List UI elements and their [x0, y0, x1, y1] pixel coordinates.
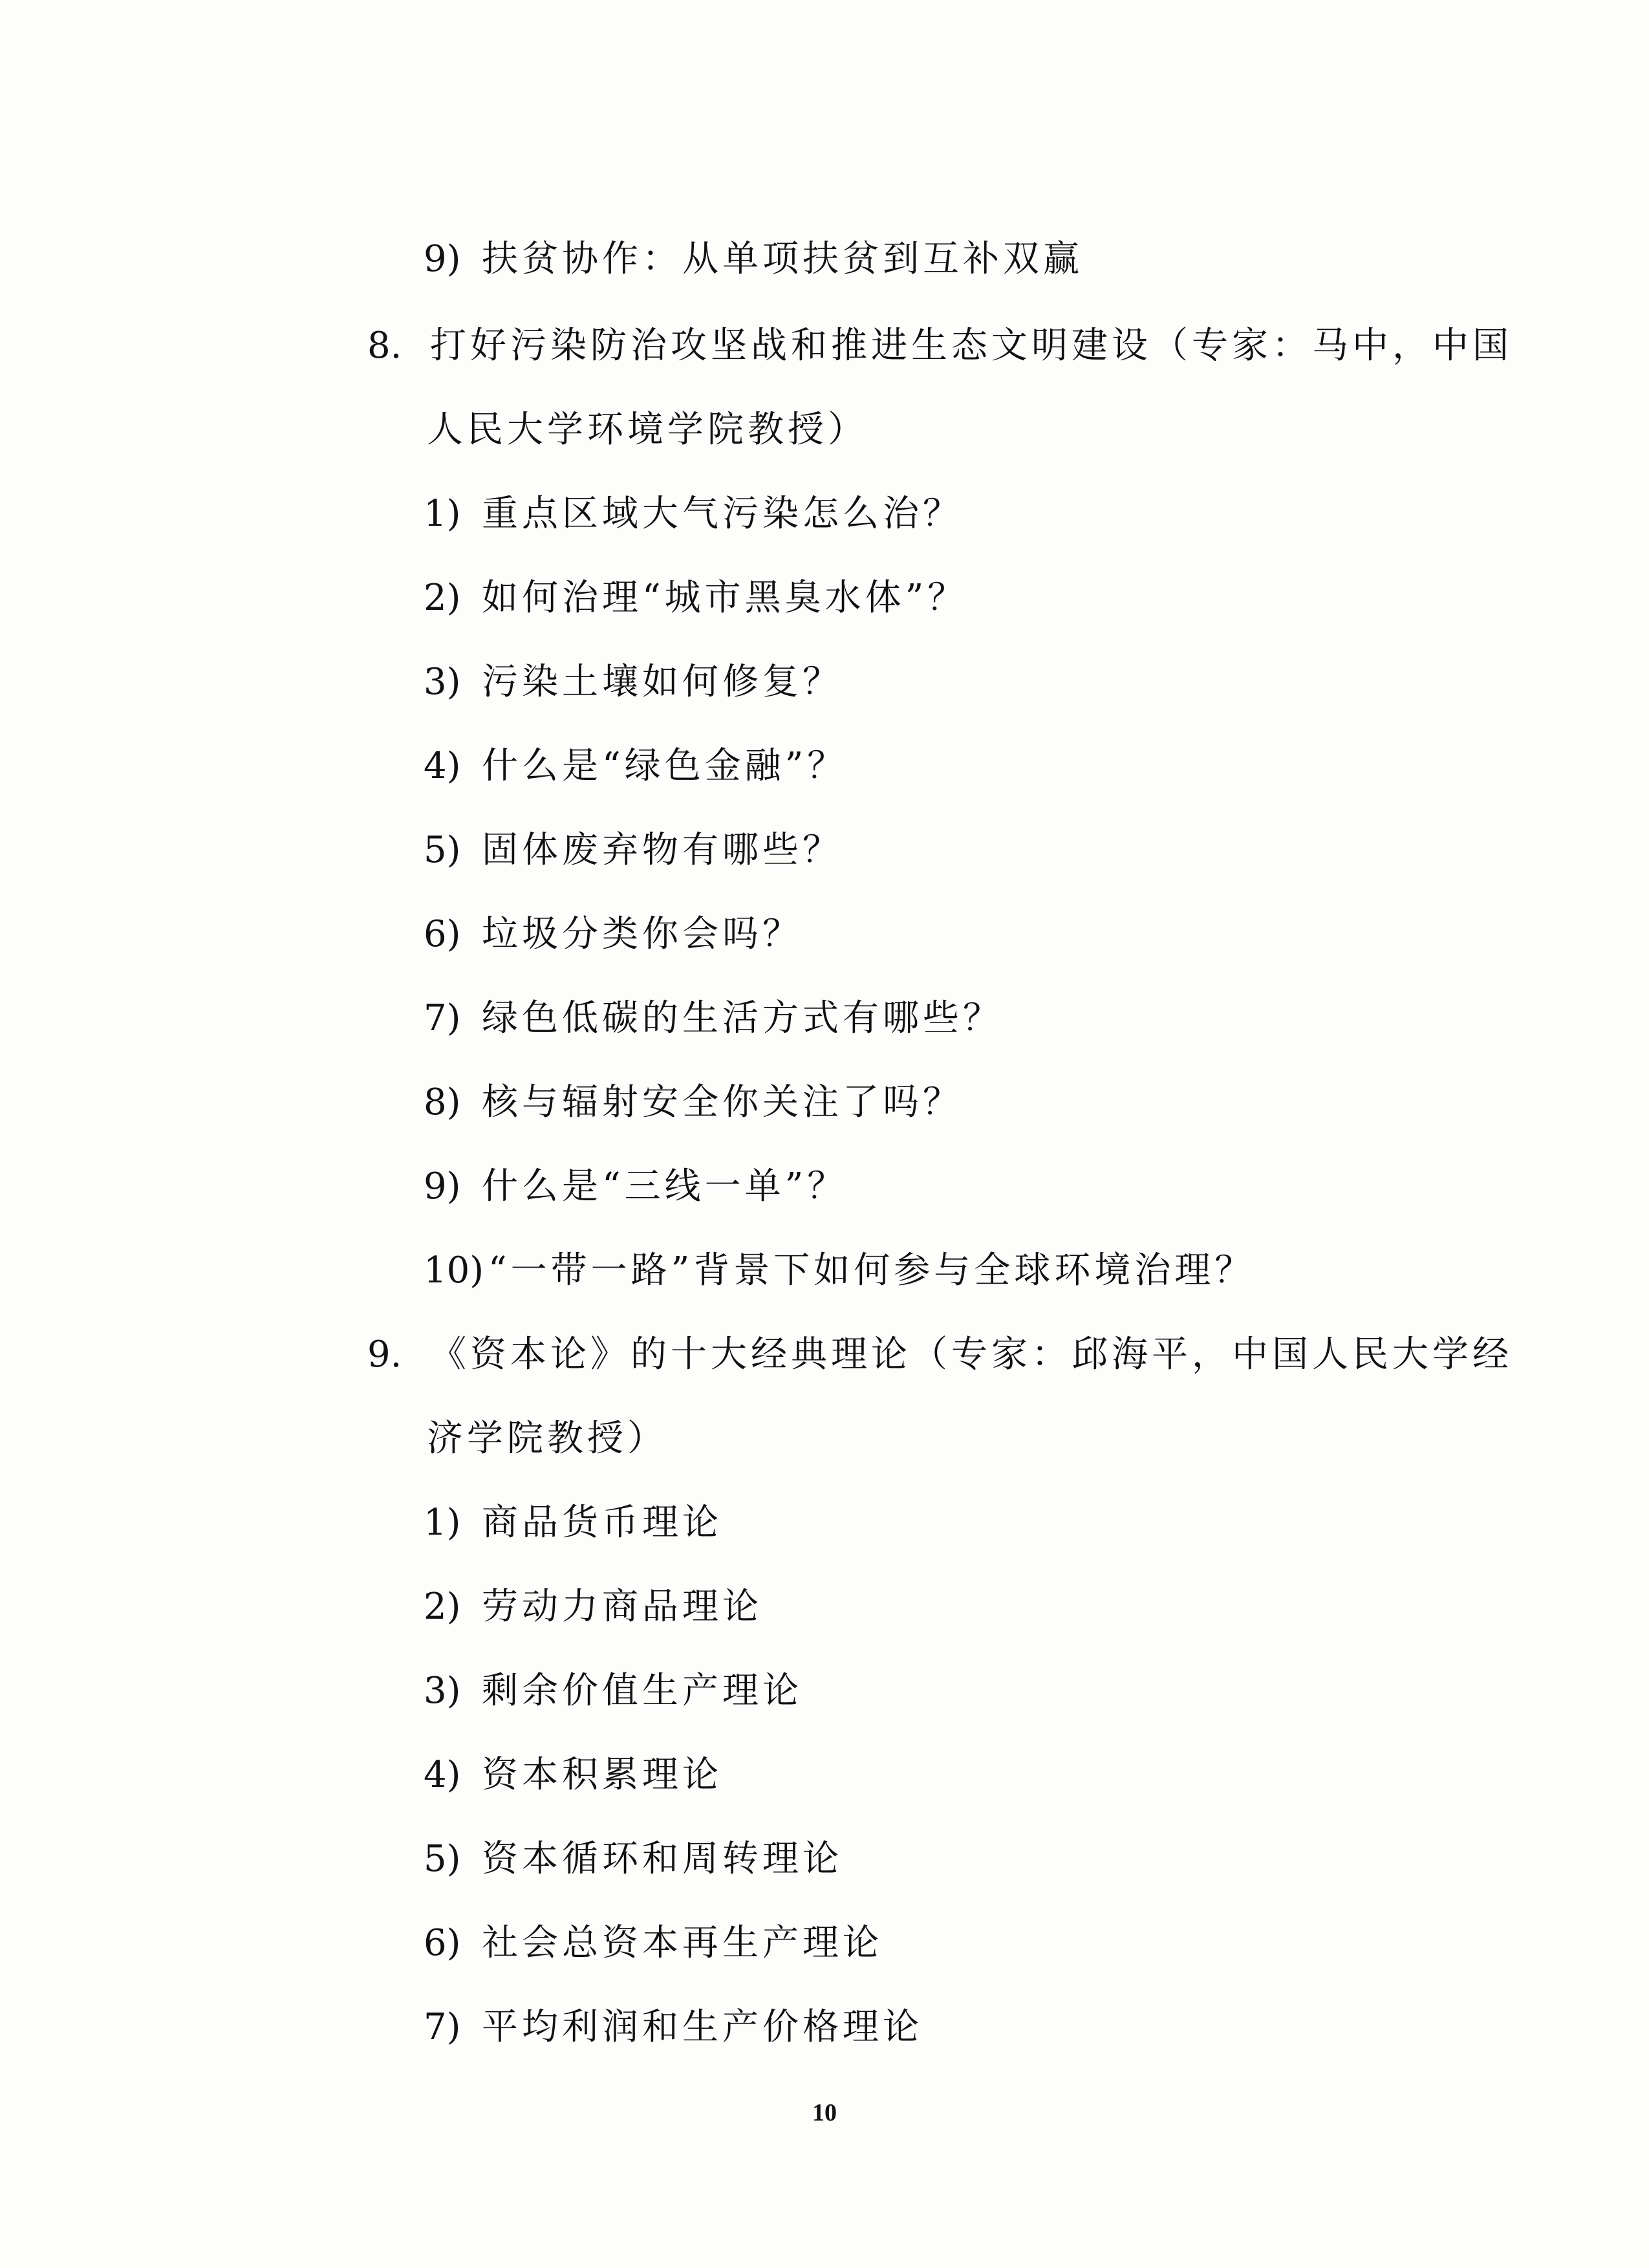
- item-label: 4): [424, 745, 461, 787]
- subitem-text: 商品货币理论: [482, 1502, 722, 1544]
- subitem-text: 固体废弃物有哪些？: [482, 829, 843, 871]
- item-label: 4): [424, 1754, 461, 1796]
- subitem-text: 剩余价值生产理论: [482, 1670, 803, 1712]
- section-heading: 《资本论》的十大经典理论（专家：邱海平，中国人民大学经: [430, 1334, 1513, 1376]
- subitem-text: 社会总资本再生产理论: [482, 1922, 883, 1964]
- subitem-text: 核与辐射安全你关注了吗？: [482, 1081, 963, 1123]
- subitem-text: 扶贫协作：从单项扶贫到互补双赢: [482, 238, 1083, 280]
- page-number: 10: [812, 2099, 837, 2126]
- section-number: 8.: [367, 325, 402, 367]
- item-label: 10): [424, 1249, 484, 1291]
- section-heading-continuation: 人民大学环境学院教授）: [427, 409, 868, 451]
- item-label: 7): [424, 997, 461, 1039]
- item-label: 9): [424, 238, 461, 280]
- item-label: 5): [424, 1838, 461, 1880]
- item-label: 5): [424, 829, 461, 871]
- subitem-text: 什么是“三线一单”？: [482, 1165, 848, 1207]
- item-label: 8): [424, 1081, 461, 1123]
- subitem-text: 绿色低碳的生活方式有哪些？: [482, 997, 1003, 1039]
- item-label: 6): [424, 913, 461, 955]
- subitem-text: 什么是“绿色金融”？: [482, 745, 848, 787]
- item-label: 1): [424, 493, 461, 535]
- item-label: 1): [424, 1502, 461, 1544]
- subitem-text: 垃圾分类你会吗？: [482, 913, 803, 955]
- subitem-text: “一带一路”背景下如何参与全球环境治理？: [488, 1249, 1255, 1291]
- subitem-text: 重点区域大气污染怎么治？: [482, 493, 963, 535]
- subitem-text: 劳动力商品理论: [482, 1586, 762, 1628]
- subitem-text: 资本循环和周转理论: [482, 1838, 843, 1880]
- item-label: 7): [424, 2006, 461, 2048]
- subitem-text: 资本积累理论: [482, 1754, 722, 1796]
- subitem-text: 如何治理“城市黑臭水体”？: [482, 577, 968, 619]
- item-label: 2): [424, 1586, 461, 1628]
- item-label: 3): [424, 661, 461, 703]
- subitem-text: 平均利润和生产价格理论: [482, 2006, 923, 2048]
- subitem-text: 污染土壤如何修复？: [482, 661, 843, 703]
- item-label: 3): [424, 1670, 461, 1712]
- item-label: 6): [424, 1922, 461, 1964]
- section-heading: 打好污染防治攻坚战和推进生态文明建设（专家：马中，中国: [430, 325, 1513, 367]
- section-number: 9.: [367, 1334, 402, 1376]
- item-label: 9): [424, 1165, 461, 1207]
- item-label: 2): [424, 577, 461, 619]
- section-heading-continuation: 济学院教授）: [427, 1418, 667, 1460]
